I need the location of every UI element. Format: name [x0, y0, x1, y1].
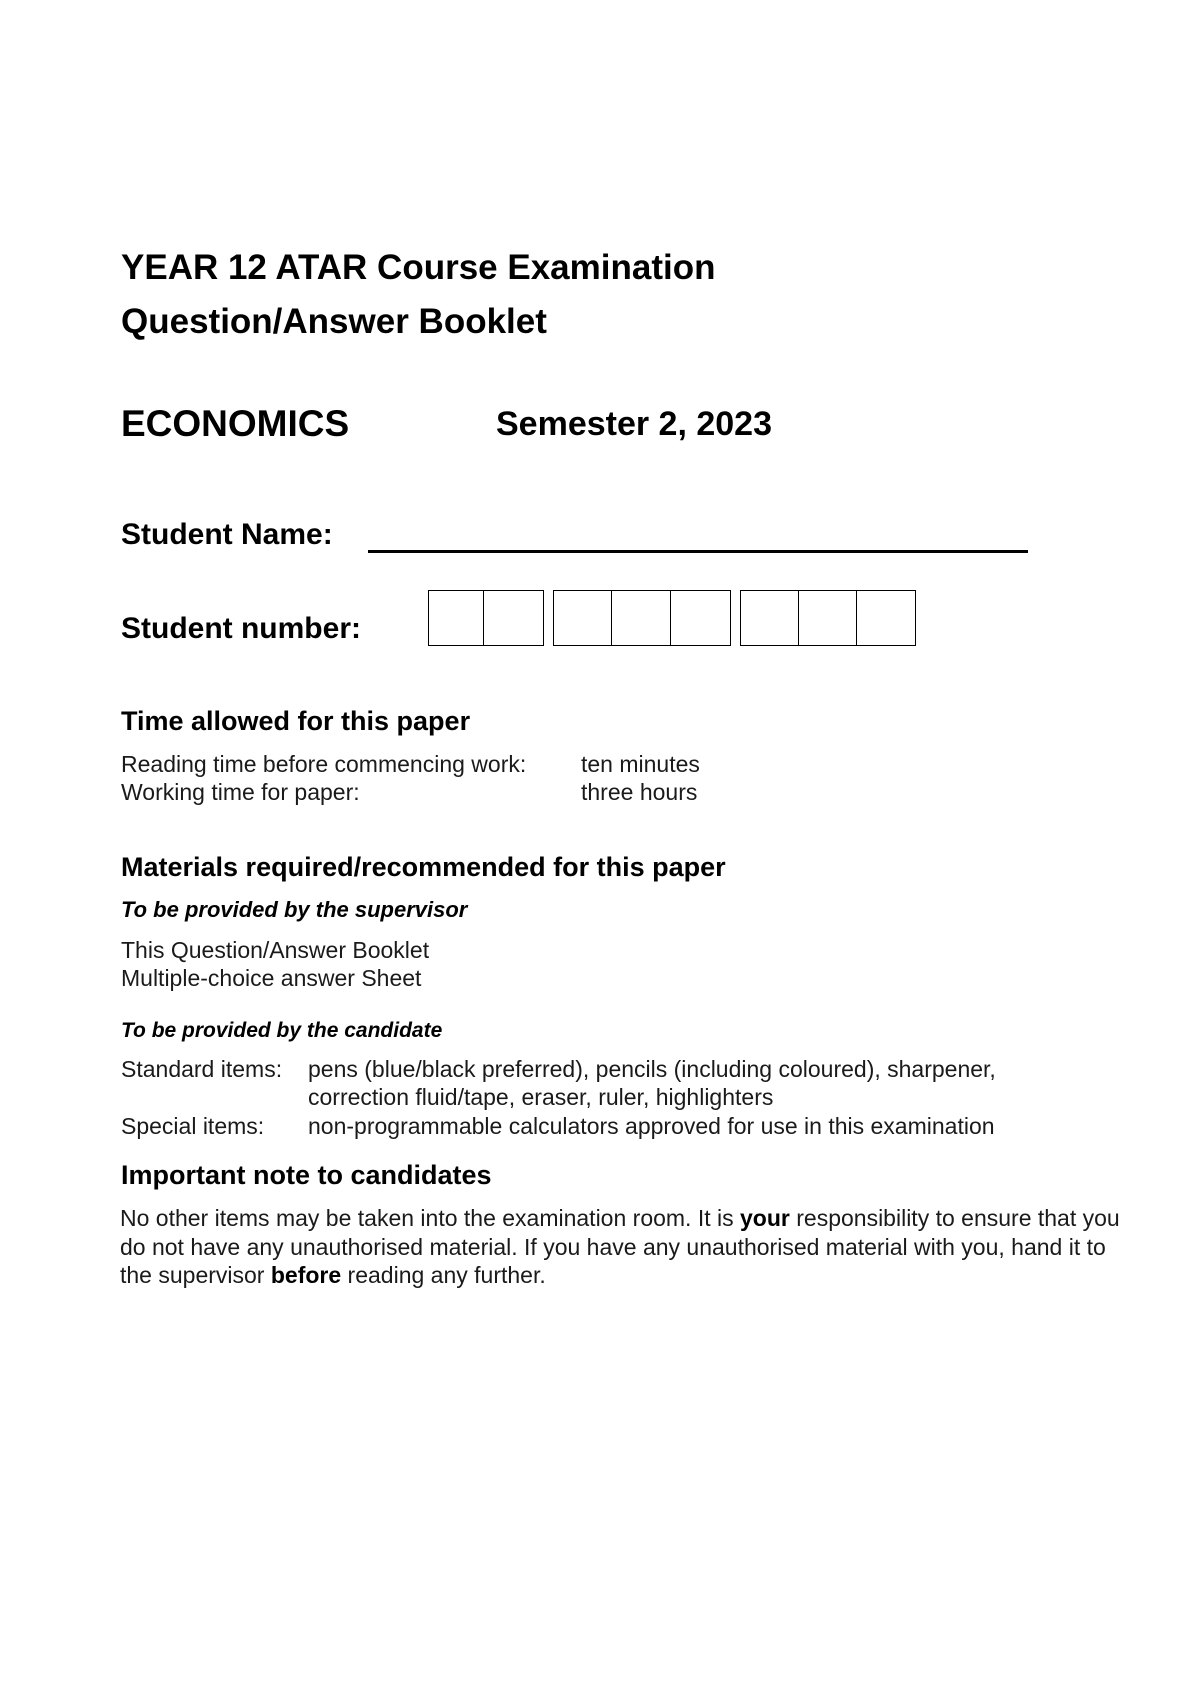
student-number-digit-box[interactable] [429, 591, 484, 645]
student-number-box-group-3 [740, 590, 916, 646]
student-number-digit-box[interactable] [799, 591, 857, 645]
reading-time-label: Reading time before commencing work: [121, 751, 527, 777]
candidate-subheading: To be provided by the candidate [121, 1019, 443, 1042]
special-items-label: Special items: [121, 1113, 265, 1139]
student-number-digit-box[interactable] [612, 591, 671, 645]
student-number-box-group-1 [428, 590, 544, 646]
student-number-digit-box[interactable] [484, 591, 542, 645]
student-name-line[interactable] [368, 550, 1028, 553]
special-items-value: non-programmable calculators approved for use in this examination [308, 1113, 995, 1139]
student-number-box-group-2 [553, 590, 731, 646]
supervisor-item: Multiple-choice answer Sheet [121, 965, 422, 991]
note-emphasis-before: before [270, 1262, 342, 1288]
exam-title: YEAR 12 ATAR Course Examination [121, 248, 716, 287]
materials-heading: Materials required/recommended for this paper [121, 852, 726, 882]
note-emphasis-your: your [740, 1205, 790, 1231]
student-name-label: Student Name: [121, 518, 333, 551]
time-allowed-heading: Time allowed for this paper [121, 706, 471, 736]
standard-items-line1: pens (blue/black preferred), pencils (including coloured), sharpener, [308, 1056, 996, 1082]
student-number-digit-box[interactable] [554, 591, 612, 645]
working-time-value: three hours [581, 779, 698, 805]
note-text-2: responsibility to ensure that you do not have any unauthorised material. If you have any unauthorised material with you, hand it to the supervisor [120, 1205, 1120, 1288]
supervisor-item: This Question/Answer Booklet [121, 937, 430, 963]
supervisor-subheading: To be provided by the supervisor [121, 897, 468, 922]
important-note-text [120, 1204, 1120, 1290]
important-note-heading: Important note to candidates [121, 1160, 492, 1190]
booklet-title: Question/Answer Booklet [121, 302, 547, 341]
reading-time-value: ten minutes [581, 751, 700, 777]
note-text-1: No other items may be taken into the examination room. It is [120, 1205, 741, 1231]
semester-label: Semester 2, 2023 [496, 405, 772, 443]
student-number-digit-box[interactable] [671, 591, 729, 645]
subject-name: ECONOMICS [121, 403, 350, 444]
student-number-digit-box[interactable] [741, 591, 799, 645]
standard-items-line2: correction fluid/tape, eraser, ruler, highlighters [308, 1084, 774, 1110]
standard-items-label: Standard items: [121, 1056, 283, 1082]
student-number-digit-box[interactable] [857, 591, 914, 645]
student-number-label: Student number: [121, 612, 361, 645]
note-text-3: reading any further. [341, 1262, 546, 1288]
working-time-label: Working time for paper: [121, 779, 360, 805]
